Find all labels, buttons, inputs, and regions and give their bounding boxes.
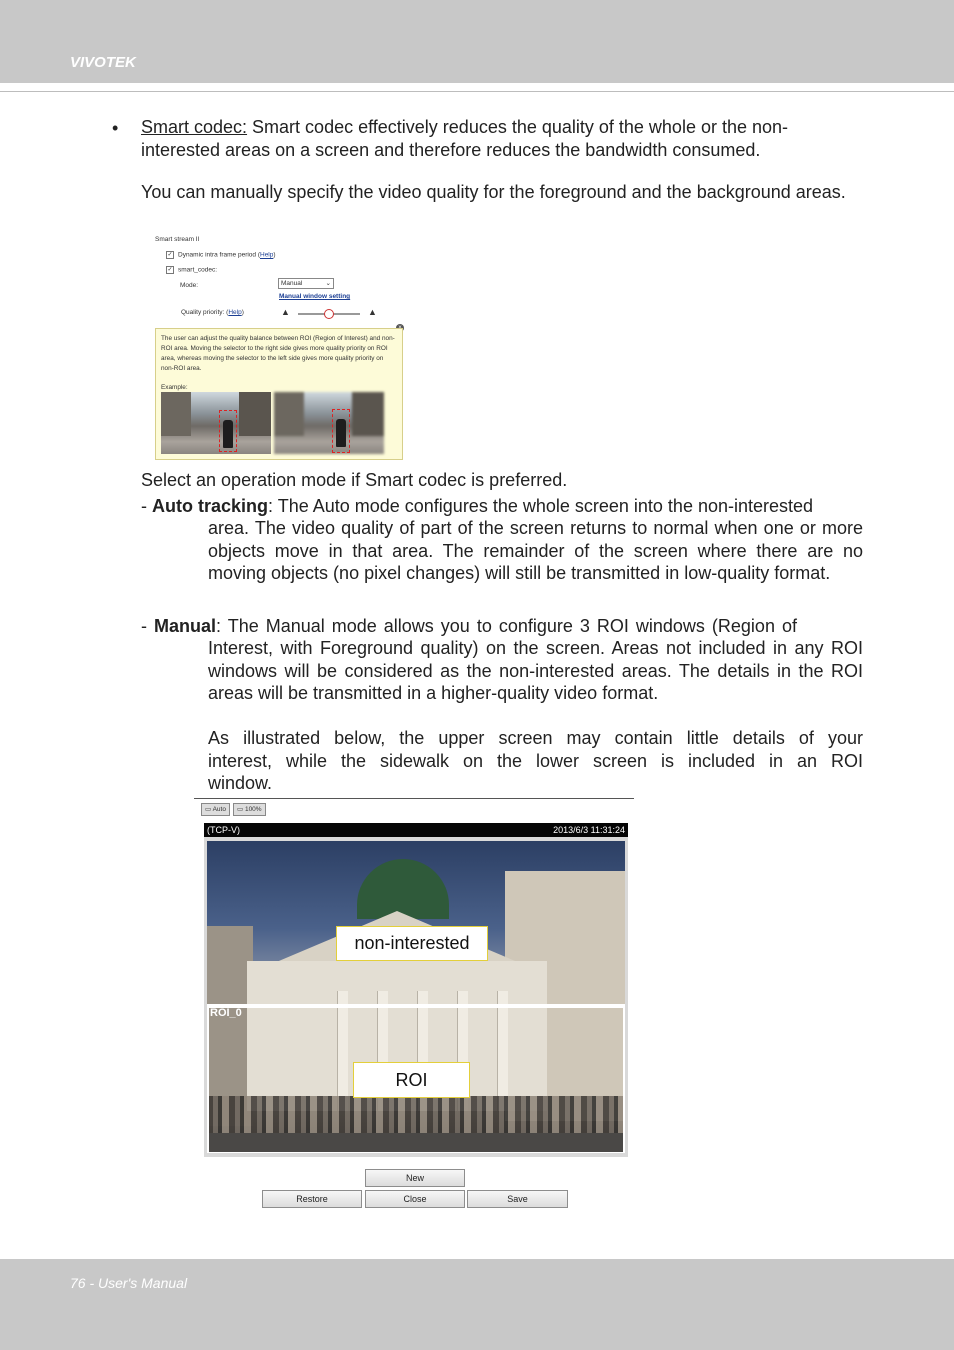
- example-image-right: [274, 392, 384, 454]
- quality-help-link[interactable]: Help: [228, 309, 242, 316]
- video-title-bar: [204, 823, 628, 837]
- manual-term: Manual: [154, 616, 217, 636]
- bullet-symbol: •: [112, 118, 119, 138]
- dynamic-intra-label: Dynamic intra frame period (: [178, 251, 260, 259]
- paren: ): [241, 309, 244, 316]
- green-dome: [357, 859, 449, 919]
- smart-codec-line2: interested areas on a screen and therefore reduces the bandwidth consumed.: [141, 139, 761, 160]
- dynamic-intra-row: [166, 251, 276, 259]
- smart-codec-paragraph: [141, 116, 863, 161]
- mode-select[interactable]: [278, 278, 334, 289]
- manual-rest: Interest, with Foreground quality) on the screen. Areas not included in any ROI windows will be considered as the non-interested areas. The details in the ROI areas will be transmitted in a higher-quality video format.: [208, 638, 863, 703]
- auto-tracking-text: : The Auto mode configures the whole screen into the non-interested: [268, 496, 814, 516]
- dynamic-intra-checkbox[interactable]: ✓: [167, 252, 173, 258]
- save-button[interactable]: Save: [467, 1190, 568, 1208]
- illustrated-paragraph: As illustrated below, the upper screen may contain little details of your interest, while the sidewalk on the lower screen is included in an ROI window.: [208, 728, 863, 793]
- screenshot-divider: [194, 798, 634, 799]
- auto-tracking-line: [141, 495, 863, 518]
- live-video-panel: [204, 837, 628, 1157]
- dash: -: [141, 496, 152, 516]
- smart-codec-checkbox[interactable]: ✓: [167, 267, 173, 273]
- page-footer: [0, 1259, 954, 1350]
- header-rule: [0, 91, 954, 92]
- manual-line: [141, 615, 863, 638]
- tip-text: The user can adjust the quality balance between ROI (Region of Interest) and non-ROI area. Moving the selector to the right side gives more quality priority on ROI area, whereas moving the selector to the left side gives more quality priority on non-ROI area.: [161, 335, 395, 372]
- example-label: Example:: [161, 384, 188, 391]
- page-number: 76 - User's Manual: [70, 1275, 188, 1291]
- new-button[interactable]: New: [365, 1169, 465, 1187]
- brand-name: VIVOTEK: [70, 54, 136, 71]
- example-image-left: [161, 392, 271, 454]
- roi-window-label: ROI_0: [210, 1007, 242, 1019]
- manual-text: : The Manual mode allows you to configure 3 ROI windows (Region of: [216, 616, 797, 636]
- mode-auto-button[interactable]: ▭ Auto: [201, 803, 230, 816]
- close-button[interactable]: Close: [365, 1190, 465, 1208]
- smart-stream-settings-screenshot: [150, 230, 408, 462]
- non-interested-callout: non-interested: [336, 926, 488, 961]
- select-mode-text: Select an operation mode if Smart codec is preferred.: [141, 470, 568, 490]
- manual-window-setting-link[interactable]: Manual window setting: [279, 293, 351, 300]
- example-roi-box: [332, 409, 350, 453]
- smart-codec-label: smart_codec:: [178, 266, 218, 274]
- help-link[interactable]: Help: [260, 251, 274, 259]
- slider-knob[interactable]: [324, 309, 334, 319]
- quality-priority-row: [181, 309, 244, 316]
- auto-tracking-rest: area. The video quality of part of the screen returns to normal when one or more objects move in that area. The remainder of the screen where there are no moving objects (no pixel changes) will still be transmitted in low-quality format.: [208, 518, 863, 583]
- manual-quality-paragraph: You can manually specify the video quality for the foreground and the background areas.: [141, 182, 846, 202]
- roi-callout: ROI: [353, 1062, 470, 1098]
- video-timestamp: 2013/6/3 11:31:24: [553, 825, 625, 835]
- auto-tracking-term: Auto tracking: [152, 496, 269, 516]
- video-frame[interactable]: [207, 841, 625, 1153]
- chevron-down-icon: ⌄: [325, 280, 331, 287]
- mode-select-value: Manual: [281, 280, 303, 287]
- smart-codec-line1: Smart codec effectively reduces the quality of the whole or the non-: [247, 117, 789, 137]
- quality-priority-label: Quality priority: (: [181, 309, 229, 316]
- paren: ): [273, 251, 276, 259]
- mountain-low-icon: ▲: [281, 307, 290, 317]
- mountain-high-icon: ▲: [368, 307, 377, 317]
- mode-auto-label: Auto: [212, 806, 226, 813]
- dash: -: [141, 616, 154, 636]
- stream-label: (TCP-V): [207, 825, 240, 835]
- quality-tip-box: [155, 328, 403, 460]
- mode-100-label: 100%: [244, 806, 262, 813]
- settings-title: Smart stream II: [155, 236, 200, 243]
- smart-codec-term: Smart codec:: [141, 117, 248, 137]
- page-header: [0, 0, 954, 83]
- mode-100-button[interactable]: ▭ 100%: [233, 803, 266, 816]
- mode-label: Mode:: [180, 282, 199, 289]
- quality-priority-slider[interactable]: [298, 313, 360, 315]
- smart-codec-row: [166, 266, 217, 274]
- restore-button[interactable]: Restore: [262, 1190, 362, 1208]
